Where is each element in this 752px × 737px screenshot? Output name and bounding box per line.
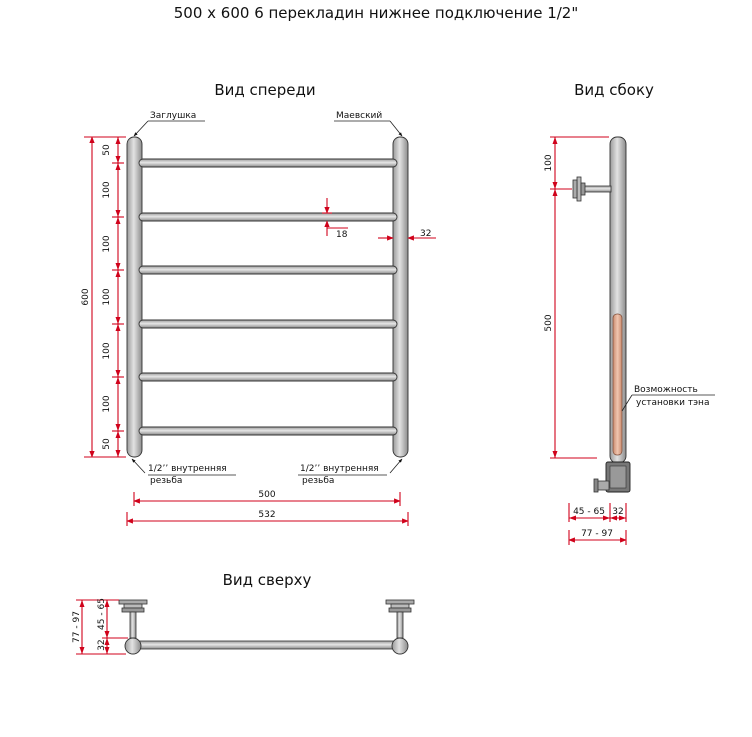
dim-total-width: 532 [258,510,276,520]
plug-label: Заглушка [150,111,197,121]
crossbar [139,320,397,328]
crossbar [139,427,397,435]
top-dim-offset: 32 [97,639,107,651]
top-left-pipe [125,638,141,654]
dim-segment: 100 [102,235,112,253]
crossbar [139,213,397,221]
top-wall-plate [119,600,147,604]
front-view [81,81,436,526]
dim-segment: 100 [102,288,112,306]
top-view [72,571,414,654]
mayevsky-valve-label: Маевский [336,111,383,121]
dim-segment: 100 [102,395,112,413]
top-dim-offset-range: 45 - 65 [97,598,107,630]
side-dim-height: 500 [544,314,554,332]
heater-note: Возможность [634,385,698,395]
left-thread-label: 1/2’’ внутренняя [148,464,227,474]
crossbar [139,159,397,167]
dim-segment: 50 [102,438,112,450]
top-crossbar [134,641,400,649]
side-dim-pipe: 32 [612,507,624,517]
left-vertical-pipe [127,137,142,457]
dim-pipe-diameter: 32 [420,229,432,239]
top-bracket-stem [130,612,136,638]
top-wall-plate [386,600,414,604]
heater-note-2: установки тэна [636,398,710,408]
right-thread-label-2: резьба [302,476,335,486]
drawing-title: 500 x 600 6 перекладин нижнее подключение 1/2" [173,4,579,22]
wall-bracket-flange [573,180,577,198]
top-dim-depth: 77 - 97 [72,611,82,643]
right-thread-label: 1/2’’ внутренняя [300,464,379,474]
wall-bracket-plate [577,177,581,201]
dim-bar-diameter: 18 [336,230,348,240]
wall-bracket [584,186,611,192]
right-vertical-pipe [393,137,408,457]
left-thread-label-2: резьба [150,476,183,486]
side-dim-top: 100 [544,154,554,172]
crossbar [139,373,397,381]
dim-center-width: 500 [258,490,276,500]
dim-segment: 100 [102,342,112,360]
crossbar [139,266,397,274]
top-bracket-stem [397,612,403,638]
side-view-heading: Вид сбоку [574,81,654,99]
side-view [544,81,715,545]
side-dim-depth: 77 - 97 [581,529,613,539]
dim-total-height: 600 [81,288,91,306]
heater-element [613,314,622,455]
dim-segment: 50 [102,144,112,156]
top-view-heading: Вид сверху [222,571,312,589]
side-dim-offset: 45 - 65 [573,507,605,517]
bottom-fitting-side [597,481,609,490]
dim-segment: 100 [102,181,112,199]
top-right-pipe [392,638,408,654]
front-view-heading: Вид спереди [214,81,316,99]
